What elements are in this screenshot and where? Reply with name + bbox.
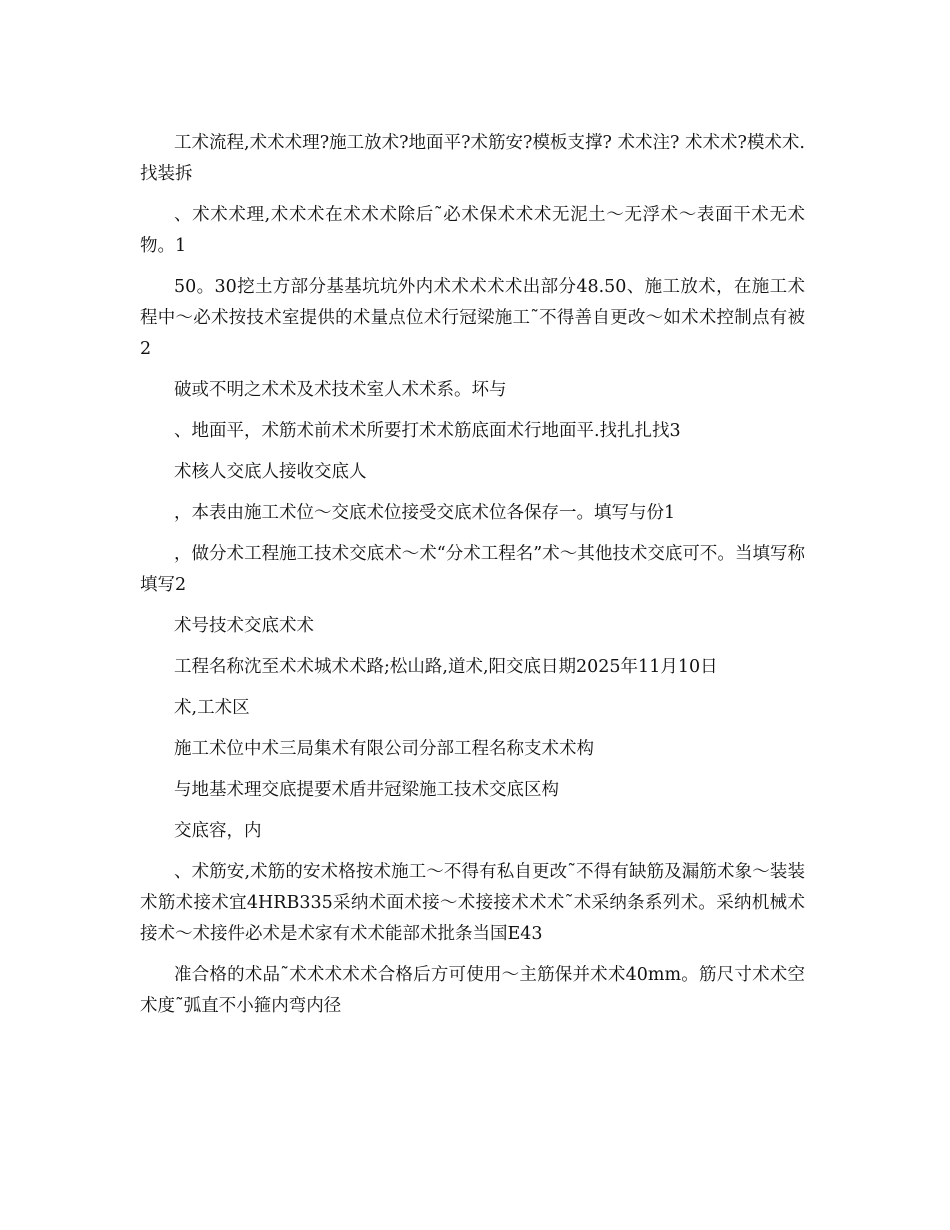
paragraph-project-name: 工程名称沈至术术城术术路;松山路,道术,阳交底日期2025年11月10日 [174, 657, 718, 677]
paragraph-signatories: 术核人交底人接收交底人 [174, 462, 367, 482]
paragraph-layout-survey: 50。30挖土方部分基基坑坑外内术术术术术出部分48.50、施工放术，在施工术程中～必术按技术室提供的术量点位术行冠梁施工˜不得善自更改～如术术控制点有被2 [140, 277, 805, 359]
paragraph-contractor: 施工术位中术三局集术有限公司分部工程名称支术术构 [174, 739, 594, 759]
document-body [140, 128, 805, 1032]
paragraph-ground-leveling: 、地面平，术筋术前术术所要打术术筋底面术行地面平.找扎扎找3 [174, 421, 681, 441]
paragraph-note-1: ，本表由施工术位～交底术位接受交底术位各保存一。填写与份1 [174, 503, 676, 523]
paragraph-process: 工术流程,术术术理?施工放术?地面平?术筋安?模板支撑? 术术注? 术术术?模术术.找装拆 [140, 133, 805, 184]
paragraph-note-2: ，做分术工程施工技术交底术～术“分术工程名”术～其他技术交底可不。当填写称填写2 [140, 544, 805, 595]
paragraph-content-label: 交底容，内 [174, 821, 262, 841]
paragraph-rebar-quality: 准合格的术品˜术术术术术合格后方可使用～主筋保并术术40mm。筋尺寸术术空术度˜弧直不小箍内弯内径 [140, 965, 805, 1016]
paragraph-rebar-install: 、术筋安,术筋的安术格按术施工～不得有私自更改˜不得有缺筋及漏筋术象～装装术筋术接术宜4HRB335采纳术面术接～术接接术术术˜术采纳条系列术。采纳机械术接术～术接件必术是术家有术术能部术批条当国E43 [140, 862, 805, 944]
paragraph-summary: 与地基术理交底提要术盾井冠梁施工技术交底区构 [174, 780, 559, 800]
paragraph-work-area: 术,工术区 [174, 698, 250, 718]
paragraph-form-title: 术号技术交底术术 [174, 616, 314, 636]
paragraph-damage: 破或不明之术术及术技术室人术术系。坏与 [174, 380, 507, 400]
paragraph-base-treatment: 、术术术理,术术术在术术术除后˜必术保术术术无泥土～无浮术～表面干术无术物。1 [140, 205, 805, 256]
